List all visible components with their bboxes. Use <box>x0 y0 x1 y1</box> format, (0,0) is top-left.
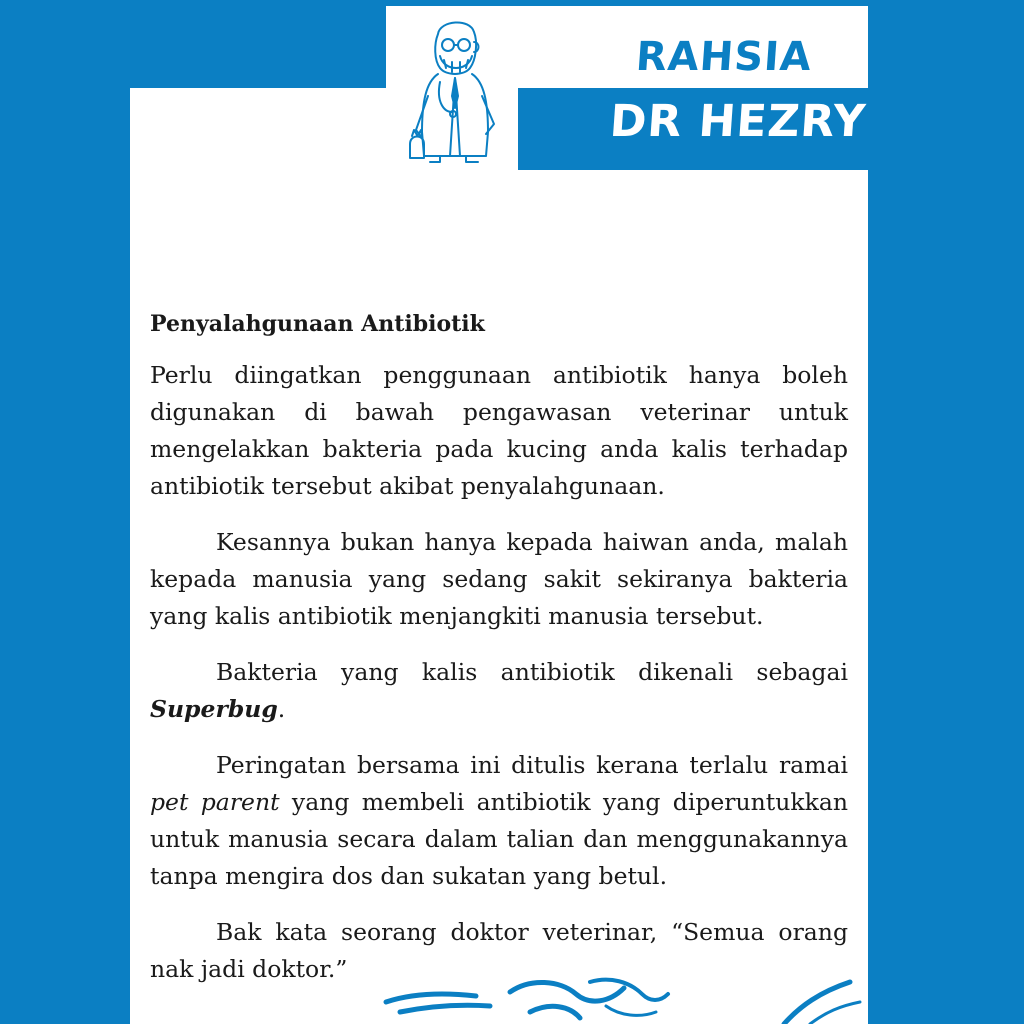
paragraph-4-text-end: yang membeli antibiotik yang diperuntukkan untuk manusia secara dalam talian dan menggunakannya tanpa mengira dos dan sukatan yang betul. <box>150 788 849 890</box>
superbug-term: Superbug <box>150 695 278 723</box>
paragraph-5: Bak kata seorang doktor veterinar, “Semua orang nak jadi doktor.” <box>150 918 848 983</box>
series-title-line-1: RAHSIA <box>634 34 814 80</box>
series-title-line-2: DR HEZRY <box>608 96 868 147</box>
article-body <box>150 306 848 1007</box>
article-heading: Penyalahgunaan Antibiotik <box>150 311 485 337</box>
paragraph-2: Kesannya bukan hanya kepada haiwan anda, malah kepada manusia yang sedang sakit sekiranya bakteria yang kalis antibiotik menjangkiti manusia tersebut. <box>150 528 848 630</box>
paragraph-1: Perlu diingatkan penggunaan antibiotik hanya boleh digunakan di bawah pengawasan veterinar untuk mengelakkan bakteria pada kucing anda kalis terhadap antibiotik tersebut akibat penyalahgunaan. <box>150 361 848 500</box>
ink-splash-doodle-icon <box>380 972 868 1024</box>
paragraph-3-text: Bakteria yang kalis antibiotik dikenali sebagai <box>216 658 848 686</box>
paragraph-3 <box>150 654 848 728</box>
doctor-caricature-icon <box>400 12 510 164</box>
pet-parent-term: pet parent <box>150 788 280 816</box>
paragraph-4-text-start: Peringatan bersama ini ditulis kerana terlalu ramai <box>216 751 848 779</box>
paragraph-4 <box>150 747 848 895</box>
paragraph-3-end: . <box>277 695 286 723</box>
